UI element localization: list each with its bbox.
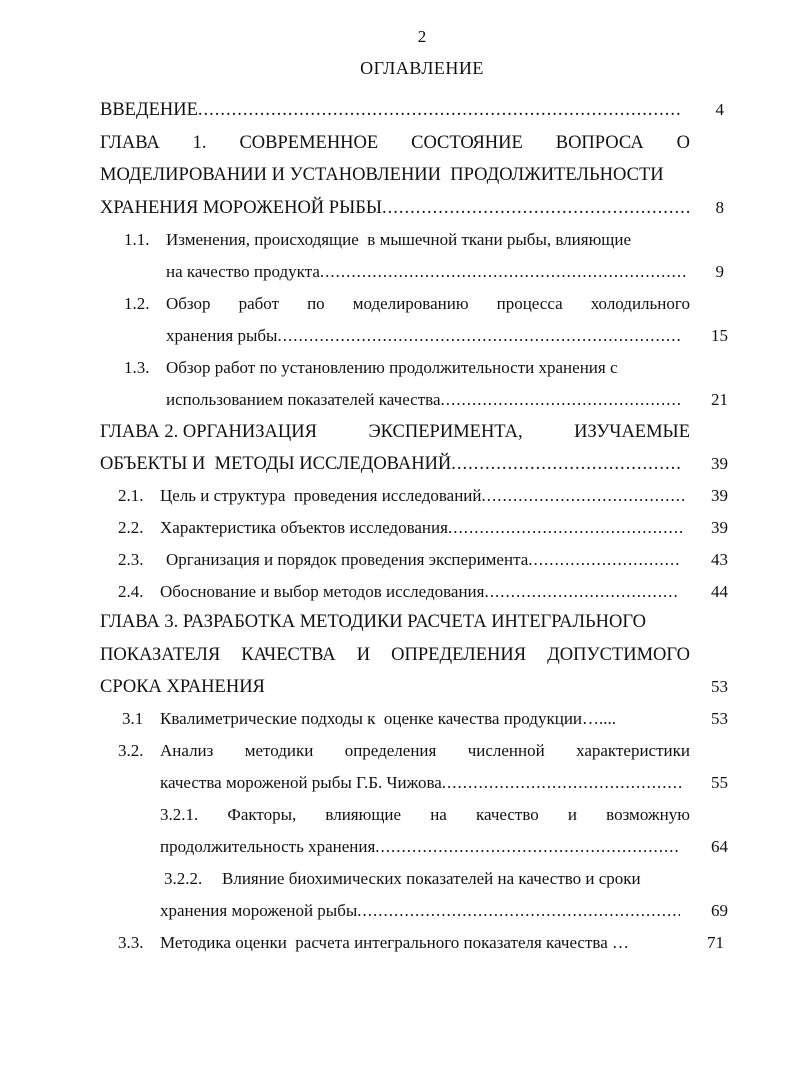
toc-word: СОСТОЯНИЕ <box>411 133 523 153</box>
toc-section-3-2-2-line-2[interactable]: хранения мороженой рыбы ..... <box>160 899 680 923</box>
toc-section-number: 2.2. <box>118 518 144 537</box>
toc-section-number: 1.1. <box>124 230 150 249</box>
toc-section-2-3[interactable]: Организация и порядок проведения эксперимента ..... <box>166 548 680 572</box>
toc-chapter-2-line-1[interactable]: ГЛАВА 2. ОРГАНИЗАЦИЯ ЭКСПЕРИМЕНТА, ИЗУЧАЕМЫЕ <box>100 422 690 442</box>
toc-section-1-3-line-2[interactable]: использованием показателей качества ..... <box>166 388 680 412</box>
toc-chapter-3-line-3[interactable]: СРОКА ХРАНЕНИЯ <box>100 677 265 697</box>
toc-section-1-1-line-2[interactable]: на качество продукта ..... <box>166 260 688 284</box>
toc-page-number: 69 <box>711 901 728 920</box>
toc-page-number: 64 <box>711 837 728 856</box>
toc-section-number: 3.2. <box>118 741 144 760</box>
toc-section-number: 3.1 <box>122 709 144 728</box>
toc-section-2-4[interactable]: Обоснование и выбор методов исследования ..... <box>160 580 680 604</box>
toc-entry-text: ВВЕДЕНИЕ <box>100 100 198 120</box>
toc-section-3-2-1-line-2[interactable]: продолжительность хранения ..... <box>160 835 680 859</box>
toc-page-number: 39 <box>711 518 728 537</box>
toc-page-number: 4 <box>715 100 724 119</box>
toc-page-number: 53 <box>711 709 728 728</box>
toc-chapter-3-line-2[interactable]: ПОКАЗАТЕЛЯ КАЧЕСТВА И ОПРЕДЕЛЕНИЯ ДОПУСТИМОГО <box>100 645 690 665</box>
toc-word: О <box>676 133 690 153</box>
toc-section-3-2-2-line-1[interactable]: Влияние биохимических показателей на качество и сроки <box>222 869 641 888</box>
toc-page-number: 43 <box>711 550 728 569</box>
toc-section-3-1[interactable]: Квалиметрические подходы к оценке качества продукции….... <box>160 709 617 728</box>
toc-page-number: 55 <box>711 773 728 792</box>
toc-section-3-3[interactable]: Методика оценки расчета интегрального показателя качества … <box>160 933 629 952</box>
toc-page-number: 21 <box>711 390 728 409</box>
toc-page-number: 71 <box>707 933 724 952</box>
toc-page-number: 8 <box>715 198 724 217</box>
toc-section-3-2-line-2[interactable]: качества мороженой рыбы Г.Б. Чижова ..... <box>160 771 684 795</box>
toc-word: СОВРЕМЕННОЕ <box>239 133 379 153</box>
toc-page-number: 53 <box>711 677 728 696</box>
toc-page-number: 39 <box>711 486 728 505</box>
toc-section-number: 1.2. <box>124 294 150 313</box>
toc-chapter-1-line-3[interactable]: ХРАНЕНИЯ МОРОЖЕНОЙ РЫБЫ ..... <box>100 196 690 220</box>
toc-section-number: 2.3. <box>118 550 144 569</box>
toc-chapter-3-line-1[interactable]: ГЛАВА 3. РАЗРАБОТКА МЕТОДИКИ РАСЧЕТА ИНТЕГРАЛЬНОГО <box>100 612 646 632</box>
toc-section-2-1[interactable]: Цель и структура проведения исследований ..... <box>160 484 684 508</box>
toc-section-3-2-line-1[interactable]: Анализ методики определения численной характеристики <box>160 741 690 760</box>
toc-page-number: 9 <box>715 262 724 281</box>
toc-page-number: 39 <box>711 454 728 473</box>
toc-page-number: 44 <box>711 582 728 601</box>
toc-word: 1. <box>192 133 207 153</box>
page-title: ОГЛАВЛЕНИЕ <box>360 58 484 78</box>
toc-section-number: 1.3. <box>124 358 150 377</box>
toc-section-1-3-line-1[interactable]: Обзор работ по установлению продолжительности хранения с <box>166 358 618 377</box>
toc-entry-intro[interactable] <box>100 98 680 122</box>
toc-section-number: 3.2.2. <box>164 869 203 888</box>
toc-section-1-1-line-1[interactable]: Изменения, происходящие в мышечной ткани рыбы, влияющие <box>166 230 632 249</box>
toc-section-1-2-line-1[interactable]: Обзор работ по моделированию процесса холодильного <box>166 294 690 313</box>
toc-section-number: 3.3. <box>118 933 144 952</box>
toc-word: ГЛАВА <box>100 133 160 153</box>
toc-chapter-1-line-1[interactable] <box>100 131 690 155</box>
toc-section-1-2-line-2[interactable]: хранения рыбы ..... <box>166 324 680 348</box>
toc-section-number: 2.4. <box>118 582 144 601</box>
toc-section-number: 2.1. <box>118 486 144 505</box>
toc-chapter-2-line-2[interactable]: ОБЪЕКТЫ И МЕТОДЫ ИССЛЕДОВАНИЙ ..... <box>100 452 680 476</box>
toc-page-number: 15 <box>711 326 728 345</box>
toc-section-3-2-1-line-1[interactable]: 3.2.1. Факторы, влияющие на качество и возможную <box>160 805 690 824</box>
toc-word: ВОПРОСА <box>555 133 644 153</box>
page-number: 2 <box>417 27 427 46</box>
toc-chapter-1-line-2[interactable]: МОДЕЛИРОВАНИИ И УСТАНОВЛЕНИИ ПРОДОЛЖИТЕЛЬНОСТИ <box>100 165 664 185</box>
toc-section-2-2[interactable]: Характеристика объектов исследования ..... <box>160 516 684 540</box>
